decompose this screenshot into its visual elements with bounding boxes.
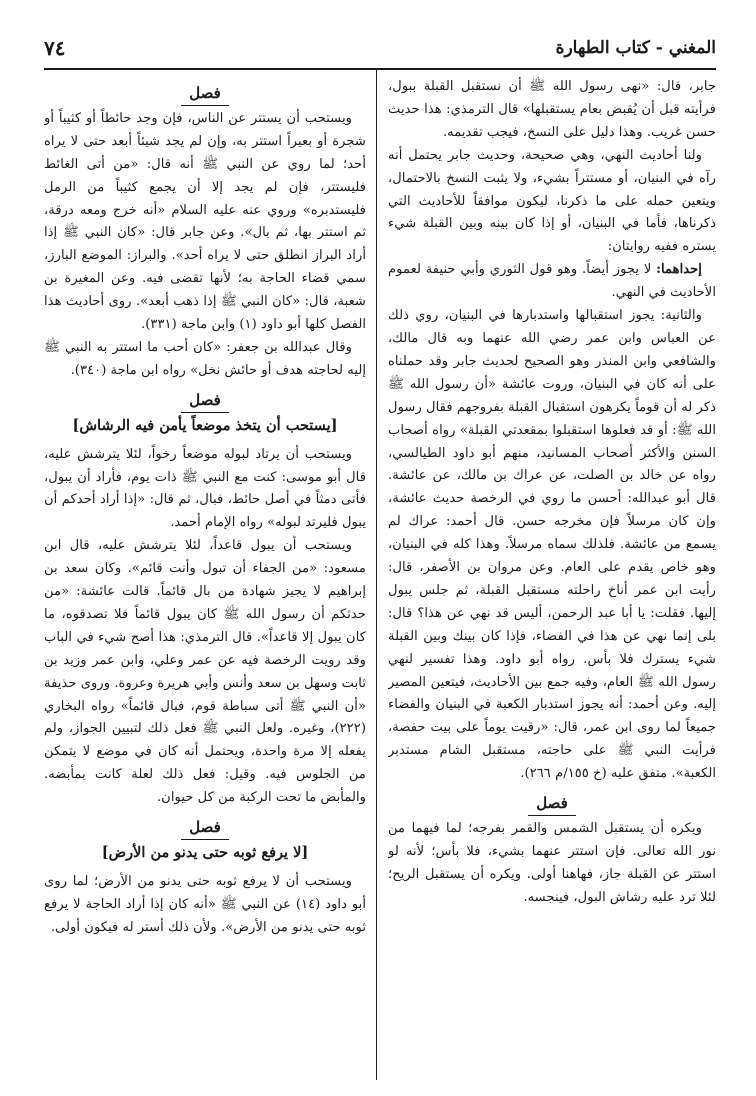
left-column	[44, 76, 366, 1086]
section-heading-text: فصل	[181, 816, 229, 840]
section-heading	[44, 816, 366, 840]
section-heading-text: فصل	[528, 792, 576, 816]
paragraph: والثانية: يجوز استقبالها واستدبارها في البنيان، روي ذلك عن العباس وابن عمر رضي الله عنهما وبه قال مالك، والشافعي وابن المنذر وهو الصحيح لحديث جابر وقد حملناه على أنه كان في البنيان، وروت عائشة «أن رسول الله ﷺ ذكر له أن قوماً يكرهون استقبال القبلة بفروجهم فقال رسول الله ﷺ: أو قد فعلوها استقبلوا بمقعدتي القبلة» رواه أصحاب السنن والأكثر أصحاب المسانيد، منهم أبو داود الطيالسي، رواه عن خالد بن الصلت، عن عراك بن مالك، عن عائشة. قال أبو عبدالله: أحسن ما روي في الرخصة حديث عائشة، وإن كان مرسلاً فإن مخرجه حسن. قال أحمد: عراك لم يسمع من عائشة. فلذلك سماه مرسلاً. وهذا كله في البنيان، وهو خاص يقدم على العام. وعن مروان بن الأصفر، قال: رأيت ابن عمر أناخ راحلته مستقبل القبلة، ثم جلس يبول إليها. فقلت: يا أبا عبد الرحمن، أليس قد نهي عن هذا؟ قال: بلى إنما نهي عن هذا في الفضاء، فإذا كان بينك وبين القبلة شيء يسترك فلا بأس. رواه أبو داود. وهذا تفسير لنهي رسول الله ﷺ العام، وفيه جمع بين الأحاديث، فيتعين المصير إليه. وعن أحمد: أنه يجوز استدبار الكعبة في البنيان والفضاء جميعاً لما روى ابن عمر، قال: «رقيت يوماً على بيت حفصة، فرأيت النبي ﷺ على حاجته، مستقبل الشام مستدبر الكعبة». متفق عليه (خ ١٥٥/م ٢٦٦).	[388, 308, 716, 782]
paragraph: ويكره أن يستقبل الشمس والقمر بفرجه؛ لما فيهما من نور الله تعالى. فإن استتر عنهما بشيء، فلا بأس؛ لأنه لو استتر عن القبلة جاز، فهاهنا أولى. ويكره أن يستقبل الريح؛ لئلا ترد عليه رشاش البول، فينجسه.	[388, 821, 716, 905]
column-divider	[376, 70, 377, 1080]
paragraph	[388, 259, 716, 305]
page-number: ٧٤	[44, 36, 66, 60]
paragraph: ويستحب أن يرتاد لبوله موضعاً رخواً، لئلا يترشش عليه، قال أبو موسى: كنت مع النبي ﷺ ذات يوم، فأراد أن يبول، فأتى دمثاً في أصل حائط، فبال، ثم قال: «إذا أراد أحدكم أن يبول فليرتد لبوله» رواه الإمام أحمد.	[44, 446, 366, 531]
paragraph: ويستحب أن يستتر عن الناس، فإن وجد حائطاً أو كثيباً أو شجرة أو بعيراً استتر به، وإن لم يجد شيئاً أبعد حتى لا يراه أحد؛ لما روي عن النبي ﷺ أنه قال: «من أتى الغائط فليستتر، فإن لم يجد إلا أن يجمع كثيباً من الرمل فليستدبره» وروي عنه عليه السلام «أنه خرج ومعه درقة، ثم استتر بها، ثم بال». وعن جابر قال: «كان النبي ﷺ إذا أراد البراز انطلق حتى لا يراه أحد». والبراز: الموضع البارز، سمي قضاء الحاجة به؛ لأنها تقضى فيه. وعن المغيرة بن شعبة، قال: «كان النبي ﷺ إذا ذهب أبعد». روى أحاديث هذا الفصل كلها أبو داود (١) وابن ماجة (٣٣١).	[44, 110, 366, 333]
section-heading-text: فصل	[181, 389, 229, 413]
paragraph: ويستحب أن لا يرفع ثوبه حتى يدنو من الأرض؛ لما روى أبو داود (١٤) عن النبي ﷺ «أنه كان إذا أراد الحاجة لا يرفع ثوبه حتى يدنو من الأرض». ولأن ذلك أستر له فيكون أولى.	[44, 873, 366, 935]
section-title: [لا يرفع ثوبه حتى يدنو من الأرض]	[101, 844, 309, 861]
paragraph-lead: إحداهما:	[656, 262, 702, 278]
section-heading	[44, 82, 366, 106]
header-rule	[44, 68, 716, 70]
paragraph: ولنا أحاديث النهي، وهي صحيحة، وحديث جابر يحتمل أنه رآه في البنيان، أو مستتراً بشيء، ولا يثبت النسخ بالاحتمال، ويتعين حمله على ما ذكرنا، ليكون موافقاً للأحاديث التي ذكرناها، فأما في البنيان، أو إذا كان بينه وبين القبلة شيء يستره ففيه روايتان:	[388, 147, 716, 255]
section-heading-text: فصل	[181, 82, 229, 106]
section-heading	[388, 792, 716, 816]
paragraph-text: لا يجوز أيضاً. وهو قول الثوري وأبي حنيفة لعموم الأحاديث في النهي.	[388, 262, 716, 301]
paragraph: وقال عبدالله بن جعفر: «كان أحب ما استتر به النبي ﷺ إليه لحاجته هدف أو حائش نخل» رواه ابن ماجة (٣٤٠).	[44, 339, 366, 378]
book-title: المغني - كتاب الطهارة	[555, 38, 716, 58]
section-title: [يستحب أن يتخذ موضعاً يأمن فيه الرشاش]	[72, 416, 338, 434]
section-heading	[44, 389, 366, 413]
right-column	[388, 76, 716, 1086]
page-header	[44, 30, 716, 66]
paragraph: ويستحب أن يبول قاعداً، لئلا يترشش عليه، قال ابن مسعود: «من الجفاء أن تبول وأنت قائم». وكان سعد بن إبراهيم لا يجيز شهادة من بال قائماً. قالت عائشة: «من حدثكم أن رسول الله ﷺ كان يبول قائماً فلا تصدقوه، ما كان يبول إلا قاعداً». قال الترمذي: هذا أصح شيء في الباب وقد رويت الرخصة فيه عن عمر وعلي، وابن عمر وزيد بن ثابت وسهل بن سعد وأنس وأبي هريرة وعروة. وروى حذيفة «أن النبي ﷺ أتى سباطة قوم، فبال قائماً» رواه البخاري (٢٢٢)، وغيره. ولعل النبي ﷺ فعل ذلك لتبيين الجواز، ولم يفعله إلا مرة واحدة، ويحتمل أنه كان في موضع لا يتمكن من الجلوس فيه. وقيل: فعل ذلك لعلة كانت بمأبضه. والمأبض ما تحت الركبة من كل حيوان.	[44, 538, 366, 806]
paragraph: جابر، قال: «نهى رسول الله ﷺ أن نستقبل القبلة ببول، فرأيته قبل أن يُقبض بعام يستقبلها» قال الترمذي: هذا حديث حسن غريب. وهذا دليل على النسخ، فيجب تقديمه.	[388, 79, 716, 140]
